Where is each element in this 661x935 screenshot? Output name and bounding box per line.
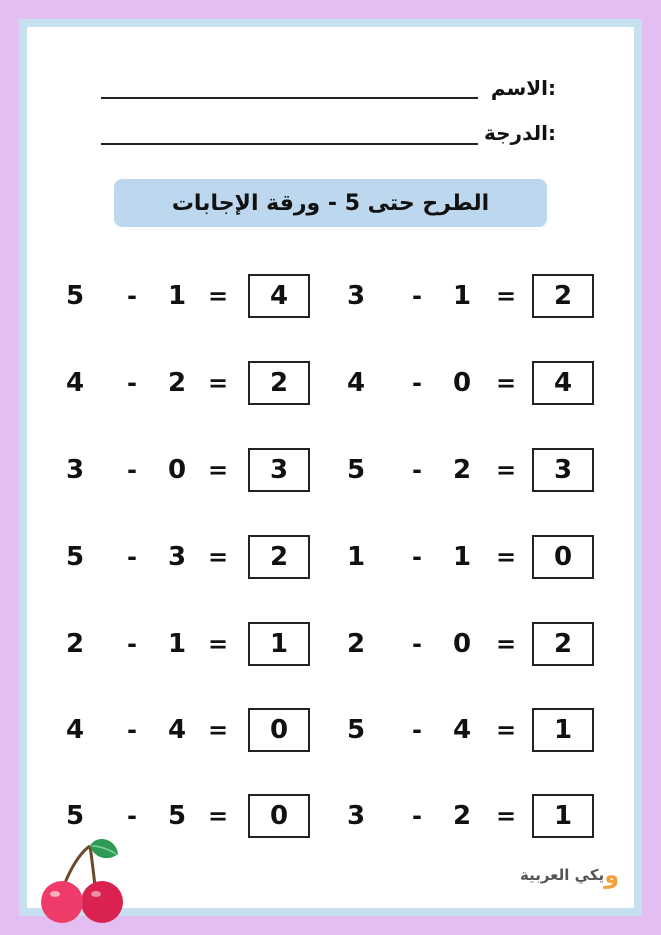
name-line <box>101 97 478 99</box>
minus-sign: - <box>412 543 422 571</box>
subtrahend: 1 <box>167 629 187 659</box>
equals-sign: = <box>495 456 517 484</box>
name-label: الاسم: <box>490 76 556 100</box>
problem-row <box>0 622 661 666</box>
equals-sign: = <box>207 456 229 484</box>
page-title: الطرح حتى 5 - ورقة الإجابات <box>171 190 490 216</box>
minus-sign: - <box>127 369 137 397</box>
problem-row <box>0 794 661 838</box>
subtrahend: 1 <box>167 281 187 311</box>
answer-box: 4 <box>532 361 594 405</box>
problem-row <box>0 448 661 492</box>
equals-sign: = <box>495 716 517 744</box>
answer-box: 4 <box>248 274 310 318</box>
equals-sign: = <box>495 543 517 571</box>
minuend: 3 <box>65 455 85 485</box>
answer-box: 0 <box>532 535 594 579</box>
answer-box: 2 <box>532 274 594 318</box>
equals-sign: = <box>207 630 229 658</box>
minus-sign: - <box>412 802 422 830</box>
subtrahend: 0 <box>452 629 472 659</box>
answer-box: 1 <box>248 622 310 666</box>
equals-sign: = <box>207 369 229 397</box>
answer-box: 1 <box>532 708 594 752</box>
subtrahend: 1 <box>452 542 472 572</box>
equals-sign: = <box>207 716 229 744</box>
minus-sign: - <box>127 630 137 658</box>
site-logo <box>520 862 619 888</box>
minuend: 5 <box>346 455 366 485</box>
minuend: 1 <box>346 542 366 572</box>
subtrahend: 2 <box>452 455 472 485</box>
subtrahend: 4 <box>452 715 472 745</box>
minus-sign: - <box>127 802 137 830</box>
subtrahend: 4 <box>167 715 187 745</box>
minus-sign: - <box>127 456 137 484</box>
problem-row <box>0 535 661 579</box>
equals-sign: = <box>495 630 517 658</box>
minuend: 4 <box>346 368 366 398</box>
subtrahend: 2 <box>167 368 187 398</box>
equals-sign: = <box>207 802 229 830</box>
minuend: 4 <box>65 715 85 745</box>
grade-line <box>101 143 478 145</box>
subtrahend: 3 <box>167 542 187 572</box>
answer-box: 3 <box>532 448 594 492</box>
subtrahend: 2 <box>452 801 472 831</box>
equals-sign: = <box>207 543 229 571</box>
minus-sign: - <box>127 543 137 571</box>
subtrahend: 0 <box>167 455 187 485</box>
answer-box: 0 <box>248 708 310 752</box>
minuend: 2 <box>65 629 85 659</box>
minuend: 5 <box>346 715 366 745</box>
equals-sign: = <box>495 802 517 830</box>
minus-sign: - <box>412 282 422 310</box>
minuend: 3 <box>346 281 366 311</box>
answer-box: 3 <box>248 448 310 492</box>
minuend: 5 <box>65 281 85 311</box>
title-banner <box>114 179 547 227</box>
logo-mark: و <box>604 861 620 889</box>
minuend: 2 <box>346 629 366 659</box>
problem-row <box>0 708 661 752</box>
problem-row <box>0 361 661 405</box>
subtrahend: 5 <box>167 801 187 831</box>
logo-text: يكي العربية <box>520 866 605 884</box>
cherries-icon <box>38 836 130 926</box>
minus-sign: - <box>127 716 137 744</box>
subtrahend: 1 <box>452 281 472 311</box>
minuend: 5 <box>65 801 85 831</box>
minuend: 3 <box>346 801 366 831</box>
grade-label: الدرجة: <box>484 121 556 145</box>
minus-sign: - <box>412 630 422 658</box>
answer-box: 0 <box>248 794 310 838</box>
minus-sign: - <box>412 369 422 397</box>
minus-sign: - <box>127 282 137 310</box>
answer-box: 1 <box>532 794 594 838</box>
problem-row <box>0 274 661 318</box>
equals-sign: = <box>207 282 229 310</box>
minuend: 4 <box>65 368 85 398</box>
answer-box: 2 <box>248 535 310 579</box>
minus-sign: - <box>412 456 422 484</box>
minuend: 5 <box>65 542 85 572</box>
minus-sign: - <box>412 716 422 744</box>
equals-sign: = <box>495 282 517 310</box>
answer-box: 2 <box>248 361 310 405</box>
subtrahend: 0 <box>452 368 472 398</box>
answer-box: 2 <box>532 622 594 666</box>
equals-sign: = <box>495 369 517 397</box>
